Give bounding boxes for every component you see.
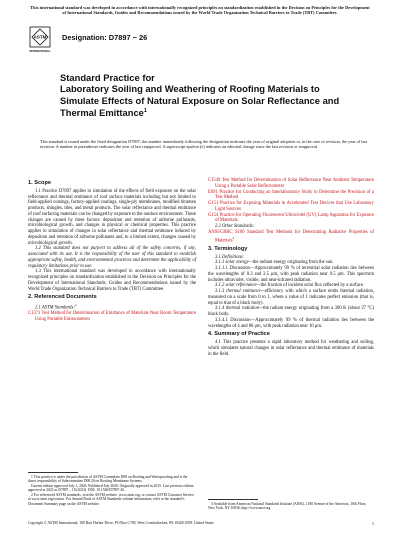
ref-g154-code[interactable]: G154: [208, 212, 219, 218]
right-column: [208, 178, 374, 357]
ref-ansi-text[interactable]: Standard Test Methods for Determining Radiative Properties of Materials: [215, 229, 374, 244]
para-2-2: 2.2 Other Standards:: [215, 224, 255, 229]
section-2-heading: 2. Referenced Documents: [28, 294, 97, 301]
term-solar-reflectance: 3.1.2 solar reflectance—: [215, 283, 261, 289]
ref-c1549-text[interactable]: Test Method for Determination of Solar Reflectance Near Ambient Temperature Using a Portable Solar Reflectometer: [215, 178, 374, 189]
def-thermal-radiation: the radiant energy originating from a 300 K (about 27 °C) black body.: [208, 306, 374, 318]
para-3-1-1-1: 3.1.1.1 Discussion—Approximately 99 % of terrestrial solar radiation lies between the wavelengths of 0.3 and 2.5 μm, with peak radiation near 0.5 μm. This spectrum includes ultraviolet, visible, and near-infrared radiation.: [208, 266, 374, 283]
ref-g154-text[interactable]: Practice for Operating Fluorescent Ultraviolet (UV) Lamp Apparatus for Exposure of Materials: [215, 212, 374, 224]
right-footnotes: [208, 499, 374, 511]
issued-note: This standard is issued under the fixed designation D7897; the number immediately following the designation indicates the year of original adoption or, in the case of revision, the year of last revision. A number in parentheses indicates the year of last reapproval. A superscript epsilon (ε) indicates an editorial change since the last revision or reapproval.: [40, 139, 368, 150]
ref-ansi[interactable]: [208, 230, 374, 244]
para-1-1: 1.1 Practice D7897 applies to simulation of the effects of field exposure on the solar reflectance and thermal emittance of roof surface materials including but not limited to field-applied coatings, factory-applied coatings, single-ply membranes, modified bitumen products, shingles, tiles, and metal products. The solar reflectance and thermal emittance of roof surfacing materials can be changed by exposure to the outdoor environment. These changes are caused by three factors: deposition and retention of airborne pollutants, microbiological growth, and changes in physical or chemical properties. This practice applies to simulation of changes in solar reflectance and thermal emittance induced by deposition and retention of airborne pollutants and, to a limited extent, changes caused by microbiological growth.: [28, 188, 196, 246]
para-3-1: 3.1 Definitions:: [215, 254, 245, 260]
ref-c1371[interactable]: [28, 311, 196, 323]
footnote-rule-right: [208, 499, 258, 500]
para-3-1-3: [208, 289, 374, 306]
para-1-2: 1.2 This standard does not purport to address all of the safety concerns, if any, associated with its use. It is the responsibility of the user of this standard to establish appropriate safety, health, and environmental practices and determine the applicability of regulatory limitations prior to use.: [28, 246, 196, 269]
page-number: 1: [372, 521, 374, 526]
para-3-1-4-1: 3.1.4.1 Discussion—Approximately 99 % of thermal radiation lies between the wavelengths of 4 and 80 μm, with peak radiation near 10 μm.: [208, 317, 374, 329]
title-footnote-mark: 1: [143, 108, 147, 115]
ref-g154[interactable]: [208, 213, 374, 225]
logo-subtext: INTERNATIONAL: [29, 50, 51, 53]
ref-e691-text[interactable]: Practice for Conducting an Interlaboratory Study to Determine the Precision of a Test Method: [215, 189, 374, 201]
astm-logo: [29, 26, 51, 56]
document-title: [60, 72, 342, 119]
footnote-1b: Current edition approved July 1, 2026. Published July 2026. Originally approved in 2015. Last previous edition approved in 2023 as D7897 – 18 (2023). DOI: 10.1520/D7897-26.: [28, 483, 194, 492]
section-4-heading: 4. Summary of Practice: [208, 331, 270, 338]
def-thermal-emittance: efficiency with which a surface emits thermal radiation, measured on a scale from 0 to 1, where a value of 1 indicates perfect emission (that is, equal to that of a black body).: [208, 289, 374, 306]
footnote-2: 2 For referenced ASTM standards, visit the ASTM website, www.astm.org, or contact ASTM Customer Service at www.astm.org/contact. For Annual Book of ASTM Standards volume information, refer to the standard's Document Summary page on the ASTM website.: [28, 492, 194, 506]
section-1-heading: 1. Scope: [28, 180, 52, 186]
footnote-rule-left: [28, 472, 78, 473]
term-thermal-emittance: 3.1.3 thermal emittance—: [215, 289, 265, 295]
copyright-line: Copyright © ASTM International, 100 Barr Harbor Drive, PO Box C700, West Conshohocken, PA 19428-2959. United States: [28, 521, 214, 525]
ref-g151-text[interactable]: Practice for Exposing Materials in Accelerated Test Devices that Use Laboratory Light Sources: [215, 201, 374, 212]
ref-c1371-text[interactable]: Test Method for Determination of Emittance of Materials Near Room Temperature Using Portable Emissometers: [35, 311, 196, 323]
ref-ansi-code[interactable]: ANSI/CRRC S100: [208, 229, 245, 235]
term-thermal-radiation: 3.1.4 thermal radiation—: [215, 306, 264, 312]
def-solar-reflectance: the fraction of incident solar flux reflected by a surface.: [260, 283, 365, 289]
ref-g151-code[interactable]: G151: [208, 201, 219, 206]
term-solar-energy: 3.1.1 solar energy—: [215, 260, 253, 266]
wto-notice: This international standard was developed in accordance with internationally recognized principles on standardization established in the Decision on Principles for the Development of International Standards, Guides and Recommendations issued by the World Trade Organization Technical Barriers to Trade (TBT) Committee.: [30, 5, 370, 16]
para-4-1: 4.1 This practice presents a rapid laboratory method for weathering and soiling, which simulates natural changes in solar reflectance and thermal emittance of materials in the field.: [208, 340, 374, 357]
ref-g151[interactable]: [208, 201, 374, 213]
title-main: [60, 83, 342, 118]
ref-c1549-code[interactable]: C1549: [208, 178, 221, 183]
ref-e691[interactable]: [208, 190, 374, 202]
para-2-1-label: 2.1 ASTM Standards:: [35, 305, 75, 311]
footnote-1: 1 This practice is under the jurisdiction of ASTM Committee D08 on Roofing and Waterproofing and is the direct responsibility of Subcommittee D08.20 on Roofing Membrane Systems.: [28, 474, 188, 483]
footnote-mark-2: 2: [74, 303, 77, 307]
def-solar-energy: the radiant energy originating from the sun.: [252, 260, 334, 266]
left-footnotes: [28, 472, 196, 506]
para-2-1: [28, 303, 196, 311]
footnote-mark-3: 3: [232, 235, 235, 240]
section-3-heading: 3. Terminology: [208, 245, 248, 252]
ref-c1549[interactable]: [208, 178, 374, 190]
title-line-2: Laboratory Soiling and Weathering of Roofing Materials to Simulate Effects of Natural Exposure on Solar Reflectance and Thermal Emittance: [60, 83, 340, 119]
footnote-3: 3 Available from American National Standards Institute (ANSI), 1180 Avenue of the Americas, 10th Floor, New York, NY 10036, http://www.ansi.org.: [208, 501, 367, 510]
para-3-1-4: [208, 306, 374, 318]
left-column: [28, 178, 196, 323]
para-1-3: 1.3 This international standard was developed in accordance with internationally recognized principles on standardization established in the Decision on Principles for the Development of International Standards, Guides and Recommendations issued by the World Trade Organization Technical Barriers to Trade (TBT) Committee.: [28, 269, 196, 292]
designation: Designation: D7897 − 26: [62, 33, 148, 42]
ref-c1371-code[interactable]: C1371: [28, 311, 41, 317]
title-line-1: Standard Practice for: [60, 72, 155, 83]
logo-text: ASTM: [33, 34, 47, 40]
ref-e691-code[interactable]: E691: [208, 189, 218, 195]
